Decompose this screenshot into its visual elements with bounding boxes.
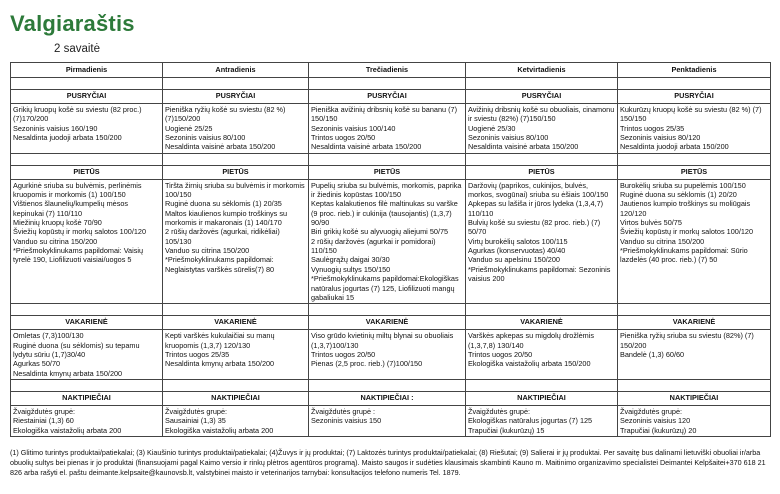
menu-item: Trapučiai (kukurūzų) 15 — [468, 425, 545, 435]
spacer-cell — [11, 379, 163, 391]
menu-item: Daržovių (paprikos, cukinijos, bulvės, morkos, svogūnai) sriuba su ėšiais 100/150 — [468, 180, 609, 200]
menu-item: Pieniška ryžių sriuba su sviestu (82%) (7) 150/200 — [620, 331, 754, 350]
menu-item: Virtos bulvės 50/75 — [620, 218, 682, 228]
breakfast-header-tuesday: PUSRYČIAI — [163, 90, 309, 104]
menu-item: Pieniška avižinių dribsnių košė su bananu (7) 150/150 — [311, 105, 458, 124]
menu-item: Sezoninis vaisius 100/140 — [311, 123, 396, 133]
menu-item: Trintos uogos 25/35 — [165, 349, 230, 359]
menu-item: Žvaigždutės grupė: — [468, 406, 531, 416]
section-spacer-row — [11, 78, 771, 90]
night-snack-header-monday: NAKTIPIEČIAI — [11, 391, 163, 405]
menu-item: Grikių kruopų košė su sviestu (82 proc.) (7)170/200 — [13, 105, 142, 124]
menu-table-body — [11, 63, 771, 437]
night-snack-header-row — [11, 391, 771, 405]
menu-item: Šviežių kopūstų ir morkų salotos 100/120 — [13, 227, 147, 237]
spacer-cell — [618, 379, 771, 391]
menu-table — [10, 62, 771, 437]
lunch-cell-friday — [618, 179, 771, 303]
breakfast-cell-thursday — [466, 104, 618, 154]
dinner-header-row — [11, 316, 771, 330]
night-snack-content-row — [11, 405, 771, 436]
menu-item: Omletas (7,3)100/130 — [13, 331, 84, 341]
spacer-cell — [11, 78, 163, 90]
menu-item: Bandelė (1,3) 60/60 — [620, 349, 685, 359]
night-snack-cell-tuesday — [163, 405, 309, 436]
dinner-cell-friday — [618, 330, 771, 380]
menu-item: Ekologiška vaistažolių arbata 150/200 — [468, 359, 591, 369]
spacer-cell — [163, 78, 309, 90]
lunch-content-row — [11, 179, 771, 303]
menu-item: Ruginė duona su sėklomis (1) 20/35 — [165, 199, 282, 209]
allergen-footnote: (1) Glitimo turintys produktai/patiekalai; (3) Kiaušinio turintys produktai/patiekalai; (4)Žuvys ir jų produktai; (7) Laktozės turintys produktai/patiekalai; (8) Riešutai; (9) Salierai ir jų produktai. Per savaitę bus dalinami lietuviški obuoliai ir/arba obuolių sultys bei pienas ir jo produktai (finansuojami pagal Kaimo versio ir rinkų plėtros agentūros programą). Maisto saugos ir sudėties klausimais skambinti Kauno m. Maitinimo organizavimo specialistei Deimantei Kelpšaitei+370 618 21 826 arba rašyti el. paštu deimante.kelpsaite@kaunovsb.lt, valstybinei maisto ir veterinarijos tarnybai: konsultacijos telefono numeris Tel. 1879. — [10, 448, 766, 477]
menu-item: Avižinių dribsnių košė su obuoliais, cinamonu ir sviestu (82%) (7)150/150 — [468, 105, 615, 124]
menu-item: Pupelių sriuba su bulvėmis, morkomis, paprika ir žiedinis kopūstas 100/150 — [311, 180, 462, 200]
day-header-row — [11, 63, 771, 78]
menu-item: Vištienos šlaunelių/kumpelių mėsos kepinukai (7) 110/110 — [13, 199, 129, 218]
menu-item: *Priešmokyklinukams papildomai: Vaisių tyrelė 190, Liofilizuoti vaisiai/uogos 5 — [13, 246, 144, 265]
menu-item: Jautienos kumpio troškinys su moliūgais 120/120 — [620, 199, 751, 218]
menu-item: Nesaldinta kmynų arbata 150/200 — [165, 359, 275, 369]
menu-item: Ekologiškas natūralus jogurtas (7) 125 — [468, 416, 593, 426]
spacer-cell — [309, 78, 466, 90]
menu-item: Ruginė duona (su sėklomis) su tepamu lydytu sūriu (1,7)30/40 — [13, 340, 140, 359]
menu-item: Žvaigždutės grupė: — [13, 406, 76, 416]
dinner-header-thursday: VAKARIENĖ — [466, 316, 618, 330]
dinner-cell-thursday — [466, 330, 618, 380]
menu-item: Vanduo su citrina 150/200 — [13, 236, 98, 246]
lunch-header-wednesday: PIETŪS — [309, 165, 466, 179]
day-header-wednesday: Trečiadienis — [309, 63, 466, 78]
menu-item: Burokėlių sriuba su pupelėmis 100/150 — [620, 180, 746, 190]
spacer-cell — [163, 153, 309, 165]
day-header-tuesday: Antradienis — [163, 63, 309, 78]
menu-item: Biri grikių košė su alyvuogių aliejumi 50/75 — [311, 227, 449, 237]
lunch-header-tuesday: PIETŪS — [163, 165, 309, 179]
menu-item: Agurkas 50/70 — [13, 359, 61, 369]
menu-item: *Priešmokyklinukams papildomai: Sezoninis vaisius 200 — [468, 264, 611, 284]
menu-item: Sezoninis vaisius 160/190 — [13, 123, 98, 133]
menu-item: Sezoninis vaisius 150 — [311, 416, 382, 426]
night-snack-header-tuesday: NAKTIPIEČIAI — [163, 391, 309, 405]
menu-item: Ekologiška vaistažolių arbata 200 — [13, 425, 122, 435]
menu-item: Žvaigždutės grupė : — [311, 406, 376, 416]
menu-item: Trintos uogos 20/50 — [468, 349, 533, 359]
spacer-cell — [309, 153, 466, 165]
spacer-cell — [163, 304, 309, 316]
menu-item: Uogienė 25/25 — [165, 123, 213, 133]
spacer-cell — [309, 379, 466, 391]
section-spacer-row — [11, 304, 771, 316]
menu-item: Nesaldinta juodoji arbata 150/200 — [620, 142, 729, 152]
menu-item: Varškės apkepas su migdolų drožlėmis (1,3,7,8) 130/140 — [468, 331, 594, 350]
menu-item: Vanduo su citrina 150/200 — [620, 236, 705, 246]
menu-item: Apkepas su lašiša ir jūros lydeka (1,3,4,7) 110/110 — [468, 199, 604, 218]
breakfast-cell-friday — [618, 104, 771, 154]
spacer-cell — [11, 153, 163, 165]
menu-item: Riestainiai (1,3) 60 — [13, 416, 74, 426]
spacer-cell — [618, 78, 771, 90]
night-snack-cell-friday — [618, 405, 771, 436]
menu-item: Miežinių kruopų košė 70/90 — [13, 218, 102, 228]
menu-item: Nesaldinta vaisinė arbata 150/200 — [468, 142, 579, 152]
menu-item: Nesaldinta kmynų arbata 150/200 — [13, 368, 123, 378]
day-header-monday: Pirmadienis — [11, 63, 163, 78]
spacer-cell — [163, 379, 309, 391]
menu-item: Kepti varškės kukulaičiai su manų kruopomis (1,3,7) 120/130 — [165, 331, 275, 350]
breakfast-header-thursday: PUSRYČIAI — [466, 90, 618, 104]
spacer-cell — [618, 304, 771, 316]
menu-item: Sezoninis vaisius 80/100 — [165, 133, 246, 143]
menu-item: Trintos uogos 20/50 — [311, 349, 376, 359]
menu-item: Tiršta žirnių sriuba su bulvėmis ir morkomis 100/150 — [165, 180, 305, 200]
menu-item: *Priešmokyklinukams papildomai:Ekologiškas natūralus jogurtas (7) 125, Liofilizuoti mangų gabaliukai 15 — [311, 274, 459, 302]
menu-item: Maltos kiaulienos kumpio troškinys su morkomis ir makaronais (1) 140/170 — [165, 208, 288, 228]
breakfast-cell-wednesday — [309, 104, 466, 154]
spacer-cell — [11, 304, 163, 316]
menu-item: Žvaigždutės grupė: — [620, 406, 683, 416]
menu-item: Vanduo su apelsinu 150/200 — [468, 255, 560, 265]
menu-item: Viso grūdo kvietinių miltų blynai su obuoliais (1,3,7)100/130 — [311, 331, 454, 350]
menu-item: Sezoninis vaisius 120 — [620, 416, 691, 426]
menu-item: 2 rūšių daržovės (agurkai ir pomidorai) 110/150 — [311, 236, 436, 256]
night-snack-cell-monday — [11, 405, 163, 436]
dinner-cell-wednesday — [309, 330, 466, 380]
menu-item: Sausainiai (1,3) 35 — [165, 416, 226, 426]
menu-item: Virtų burokėlių salotos 100/115 — [468, 236, 568, 246]
spacer-cell — [466, 379, 618, 391]
breakfast-header-row — [11, 90, 771, 104]
menu-item: Kukurūzų kruopų košė su sviestu (82 %) (7) 150/150 — [620, 105, 762, 124]
menu-item: Trintos uogos 20/50 — [311, 133, 376, 143]
menu-item: Vynuogių sultys 150/150 — [311, 264, 391, 274]
lunch-cell-tuesday — [163, 179, 309, 303]
menu-item: Bulvių košė su sviestu (82 proc. rieb.) (7) 50/70 — [468, 218, 601, 237]
breakfast-cell-tuesday — [163, 104, 309, 154]
lunch-cell-thursday — [466, 179, 618, 303]
lunch-header-monday: PIETŪS — [11, 165, 163, 179]
night-snack-header-thursday: NAKTIPIEČIAI — [466, 391, 618, 405]
night-snack-header-friday: NAKTIPIEČIAI — [618, 391, 771, 405]
breakfast-content-row — [11, 104, 771, 154]
night-snack-header-wednesday: NAKTIPIEČIAI : — [309, 391, 466, 405]
day-header-friday: Penktadienis — [618, 63, 771, 78]
night-snack-cell-thursday — [466, 405, 618, 436]
menu-item: Uogienė 25/30 — [468, 123, 516, 133]
dinner-header-wednesday: VAKARIENĖ — [309, 316, 466, 330]
day-header-thursday: Ketvirtadienis — [466, 63, 618, 78]
breakfast-cell-monday — [11, 104, 163, 154]
lunch-header-friday: PIETŪS — [618, 165, 771, 179]
menu-item: *Priešmokyklinukams papildomai: Neglaistytas varškės sūrelis(7) 80 — [165, 255, 275, 274]
menu-item: Trapučiai (kukurūzų) 20 — [620, 425, 697, 435]
lunch-header-thursday: PIETŪS — [466, 165, 618, 179]
menu-item: *Priešmokyklinukams papildomai: Sūrio lazdelės (40 proc. rieb.) (7) 50 — [620, 246, 748, 265]
dinner-cell-tuesday — [163, 330, 309, 380]
spacer-cell — [466, 153, 618, 165]
dinner-header-friday: VAKARIENĖ — [618, 316, 771, 330]
menu-item: Sezoninis vaisius 80/120 — [620, 133, 701, 143]
breakfast-header-friday: PUSRYČIAI — [618, 90, 771, 104]
menu-item: 2 rūšių daržovės (agurkai, ridikėliai) 105/130 — [165, 227, 280, 246]
menu-item: Agurkinė sriuba su bulvėmis, perlinėmis kruopomis ir morkomis (1) 100/150 — [13, 180, 142, 200]
menu-item: Nesaldinta vaisinė arbata 150/200 — [311, 142, 422, 152]
menu-item: Saulėgrąžų daigai 30/30 — [311, 255, 390, 265]
menu-item: Agurkas (konservuotas) 40/40 — [468, 246, 566, 256]
lunch-cell-monday — [11, 179, 163, 303]
page-title: Valgiaraštis — [10, 11, 135, 36]
spacer-cell — [466, 304, 618, 316]
menu-item: Žvaigždutės grupė: — [165, 406, 228, 416]
page-subtitle: 2 savaitė — [54, 43, 101, 55]
breakfast-header-monday: PUSRYČIAI — [11, 90, 163, 104]
spacer-cell — [618, 153, 771, 165]
menu-item: Pieniška ryžių košė su sviestu (82 %) (7)150/200 — [165, 105, 286, 124]
lunch-header-row — [11, 165, 771, 179]
lunch-cell-wednesday — [309, 179, 466, 303]
menu-item: Trintos uogos 25/35 — [620, 123, 685, 133]
night-snack-cell-wednesday — [309, 405, 466, 436]
menu-item: Nesaldinta vaisinė arbata 150/200 — [165, 142, 276, 152]
menu-item: Vanduo su citrina 150/200 — [165, 246, 250, 256]
breakfast-header-wednesday: PUSRYČIAI — [309, 90, 466, 104]
menu-item: Pienas (2,5 proc. rieb.) (7)100/150 — [311, 359, 423, 369]
menu-item: Nesaldinta juodoji arbata 150/200 — [13, 133, 122, 143]
menu-item: Sezoninis vaisius 80/100 — [468, 133, 549, 143]
menu-item: Šviežių kopūstų ir morkų salotos 100/120 — [620, 227, 754, 237]
dinner-header-tuesday: VAKARIENĖ — [163, 316, 309, 330]
menu-item: Keptas kalakutienos filė maltinukas su varške (9 proc. rieb.) ir cukinija (tausojantis) (1,3,7) 90/90 — [311, 199, 458, 228]
spacer-cell — [466, 78, 618, 90]
section-spacer-row — [11, 379, 771, 391]
menu-item: Ruginė duona su sėklomis (1) 20/20 — [620, 190, 737, 200]
section-spacer-row — [11, 153, 771, 165]
menu-item: Ekologiška vaistažolių arbata 200 — [165, 425, 274, 435]
dinner-header-monday: VAKARIENĖ — [11, 316, 163, 330]
dinner-content-row — [11, 330, 771, 380]
spacer-cell — [309, 304, 466, 316]
dinner-cell-monday — [11, 330, 163, 380]
